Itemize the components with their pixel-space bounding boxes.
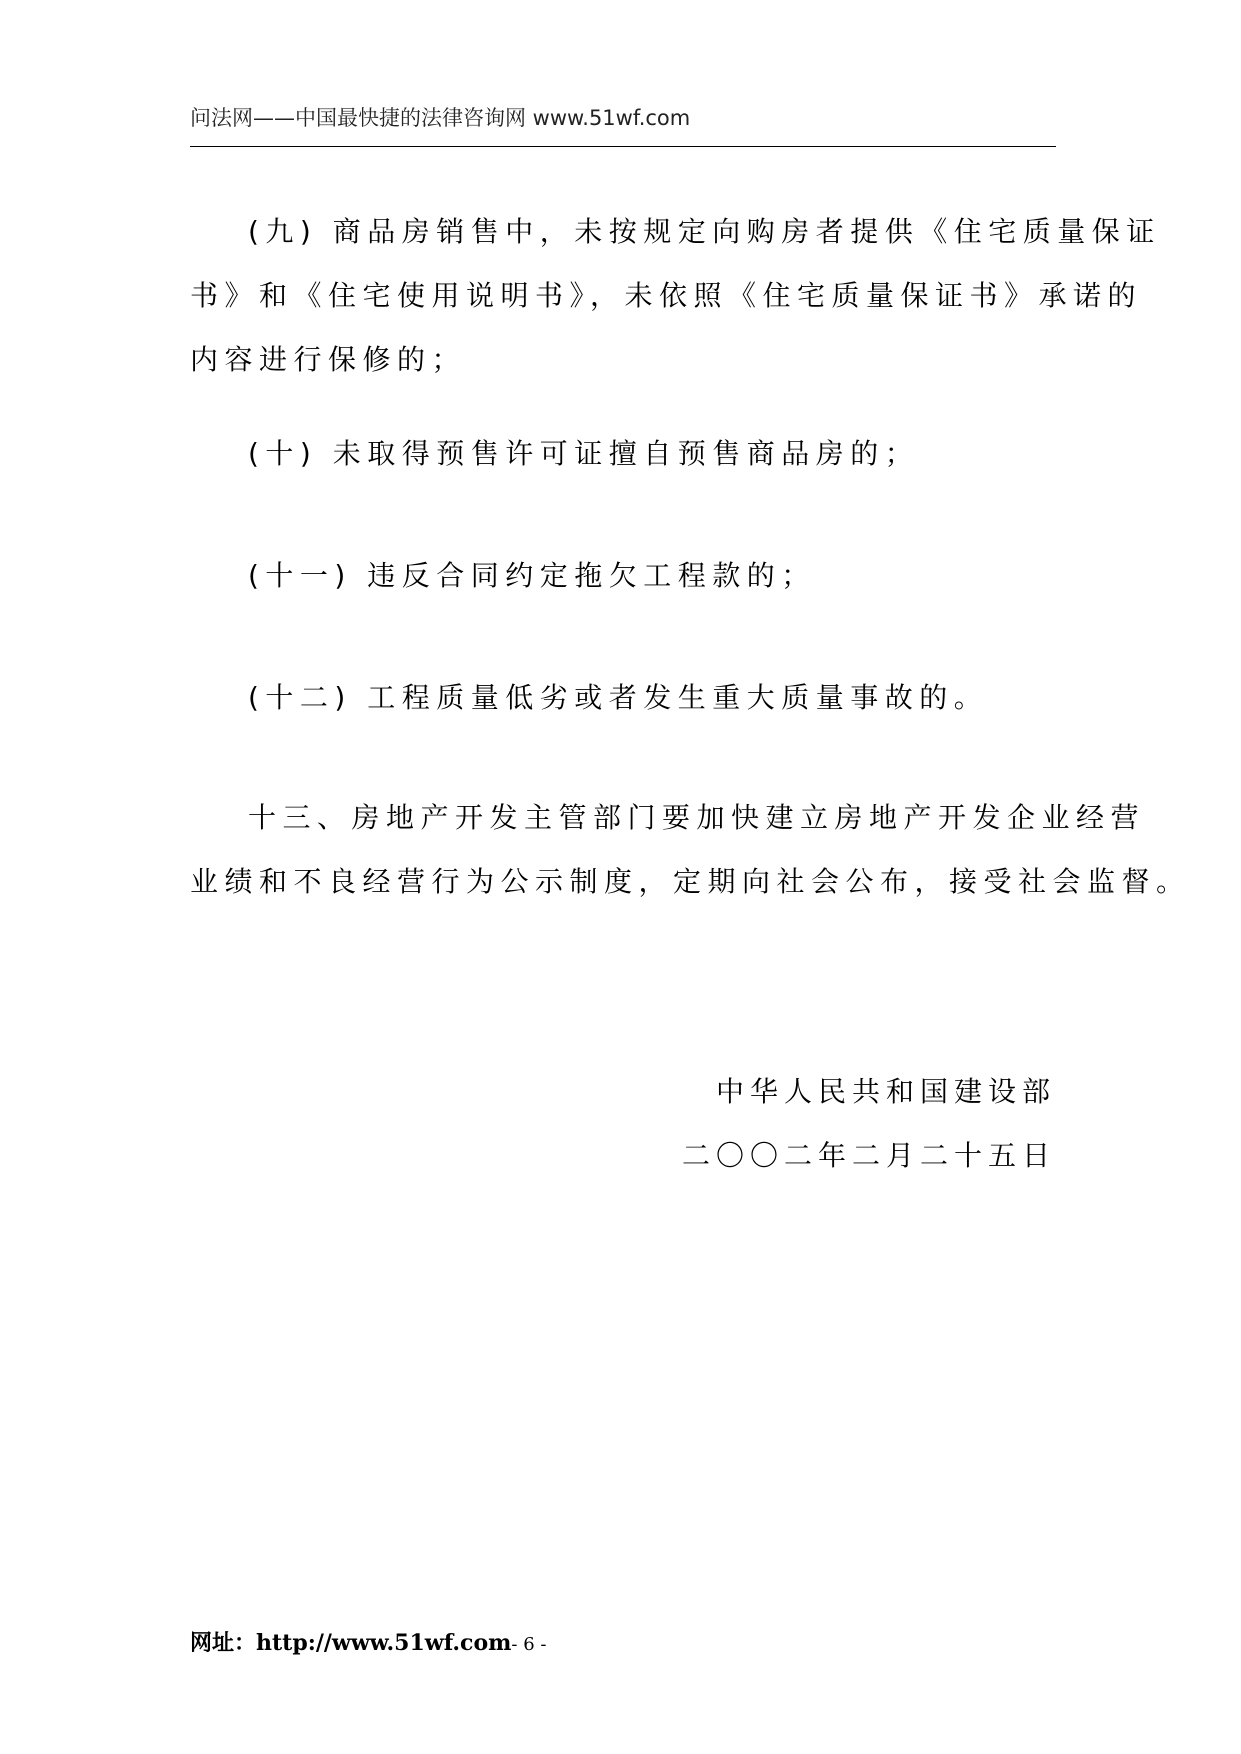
- paragraph-ten: [190, 422, 1060, 486]
- paragraph-line: 书》和《住宅使用说明书》，未依照《住宅质量保证书》承诺的: [190, 279, 1143, 312]
- header-rule: [190, 146, 1056, 147]
- paragraph-twelve: [190, 666, 1060, 730]
- page-footer: [190, 1626, 546, 1657]
- footer-url: 网址：http://www.51wf.com: [190, 1630, 512, 1656]
- paragraph-line: (十一) 违反合同约定拖欠工程款的；: [248, 559, 816, 592]
- paragraph-line: 内容进行保修的；: [190, 343, 467, 376]
- signature-date: 二〇〇二年二月二十五日: [681, 1139, 1056, 1172]
- paragraph-thirteen: [190, 786, 1191, 914]
- page-number: - 6 -: [511, 1634, 547, 1655]
- paragraph-line: (十) 未取得预售许可证擅自预售商品房的；: [248, 437, 920, 470]
- paragraph-line: 十三、房地产开发主管部门要加快建立房地产开发企业经营: [248, 801, 1146, 834]
- paragraph-line: (十二) 工程质量低劣或者发生重大质量事故的。: [248, 681, 989, 714]
- paragraph-line: (九) 商品房销售中，未按规定向购房者提供《住宅质量保证: [248, 215, 1161, 248]
- page-header: 问法网——中国最快捷的法律咨询网 www.51wf.com: [190, 106, 691, 130]
- paragraph-nine: [190, 200, 1161, 392]
- signature-org: 中华人民共和国建设部: [715, 1075, 1056, 1108]
- paragraph-eleven: [190, 544, 1060, 608]
- paragraph-line: 业绩和不良经营行为公示制度，定期向社会公布，接受社会监督。: [190, 865, 1191, 898]
